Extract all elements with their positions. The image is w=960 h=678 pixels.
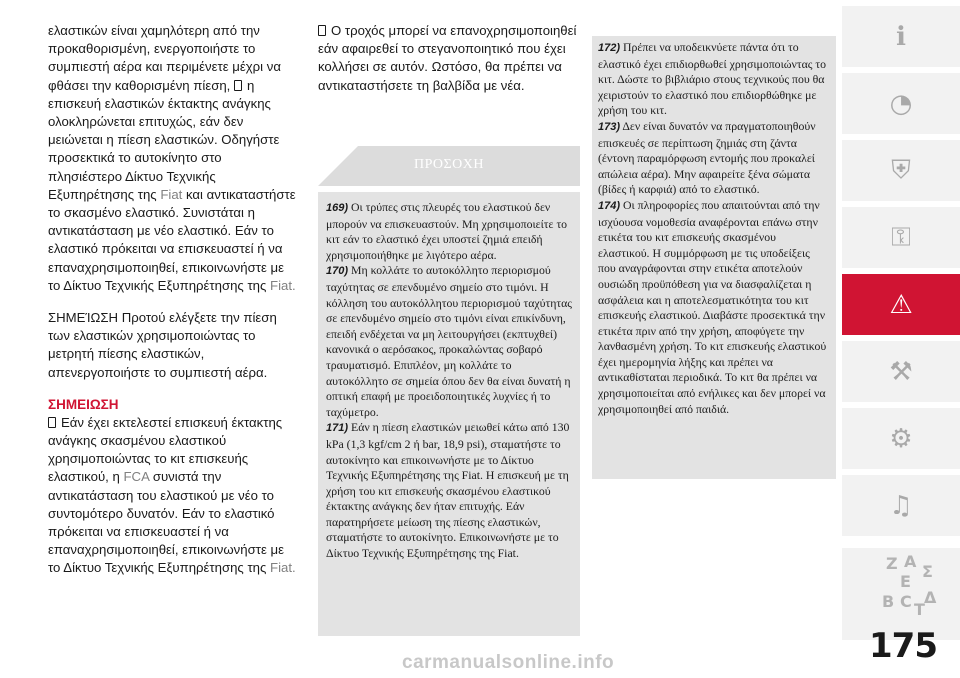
index-letter: B [882,592,895,611]
warning-notes-right [598,40,830,417]
tab-safety[interactable] [842,140,960,201]
index-letter: C [900,592,912,611]
tab-starting[interactable] [842,207,960,268]
index-letter: A [904,552,917,571]
index-letter: T [914,600,925,619]
tab-maintenance[interactable] [842,341,960,402]
tab-info[interactable] [842,6,960,67]
index-letter: Z [886,554,898,573]
warning-note: 169) Οι τρύπες στις πλευρές του ελαστικού δεν μπορούν να επισκευαστούν. Μη χρησιμοποιείτε το κιτ εάν το ελαστικό έχει υποστεί ζημιά επειδή χρησιμοποιήθηκε με λιγότερο αέρα. [326,200,568,262]
maintenance-icon: ⚒ [889,356,913,387]
technical-icon: ⚙ [889,423,913,454]
checkbox-bullet-icon [48,415,61,430]
safety-icon: ⛨ [891,155,911,185]
warning-banner [318,146,580,186]
note-heading: ΣΗΜΕΙΩΣΗ [48,396,119,412]
warning-note: 171) Εάν η πίεση ελαστικών μειωθεί κάτω από 130 kPa (1,3 kgf/cm 2 ή bar, 18,9 psi), σταματήστε το αυτοκίνητο και επικοινωνήστε με το Δίκτυο Τεχνικής Εξυπηρέτησης της Fiat. Η επισκευή με τη χρήση του κιτ επισκευής σκασμένου ελαστικού έκτακτης ανάγκης δεν ήταν επιτυχής. Εάν παρατηρήσετε μείωση της πίεσης ελαστικών, σταματήστε το αυτοκίνητο. Επικοινωνήστε με το Δίκτυο Τεχνικής Εξυπηρέτησης της Fiat. [326,420,570,561]
info-icon: ℹ [896,21,906,52]
checkbox-bullet-icon [234,78,247,93]
tab-technical[interactable] [842,408,960,469]
page-number: 175 [869,626,937,666]
checkbox-bullet-icon [318,23,331,38]
multimedia-icon: ♫ [889,490,913,521]
emergency-icon: ⚠ [889,289,913,320]
wheel-reuse-paragraph: Ο τροχός μπορεί να επανοχρησιμοποιηθεί εάν αφαιρεθεί το στεγανοποιητικό που έχει κολλήσει σε αυτόν. Ωστόσο, θα πρέπει να αντικαταστήσετε τη βαλβίδα με νέα. [318,23,577,93]
column-2 [318,22,580,95]
starting-icon: ⚿ [891,222,911,252]
paragraph-continuation: ελαστικών είναι χαμηλότερη από την προκαθορισμένη, ενεργοποιήστε το συμπιεστή αέρα και περιμένετε μέχρι να φθάσει την καθορισμένη πίεση, η επισκευή ελαστικών έκτακτης ανάγκης ολοκληρώνεται επιτυχώς, εάν δεν μειώνεται η πίεση ελαστικών. Οδηγήστε προσεκτικά το αυτοκίνητο στο πλησιέστερο Δίκτυο Τεχνικής Εξυπηρέτησης της Fiat και αντικαταστήστε το σκασμένο ελαστικό. Συνιστάται η αντικατάσταση με νέο ελαστικό. Εάν το ελαστικό πρόκειται να επισκευαστεί ή να επαναχρησιμοποιηθεί, επικοινωνήστε με το Δίκτυο Τεχνικής Εξυπηρέτησης της Fiat. [48,23,296,293]
index-letter: Δ [924,588,937,607]
column-1 [48,22,298,578]
warning-notes-left [326,200,574,562]
tab-dashboard[interactable] [842,73,960,134]
warning-title: ΠΡΟΣΟΧΗ [414,157,484,172]
watermark: carmanualsonline.info [402,652,615,673]
tab-emergency[interactable] [842,274,960,335]
warning-note: 174) Οι πληροφορίες που απαιτούνται από την ισχύουσα νομοθεσία αναφέρονται επάνω στην ετικέτα του κιτ επισκευής σκασμένου ελαστικού. Η συμμόρφωση με τις υποδείξεις που αναγράφονται στην ετικέτα αποτελούν ουσιώδη προϋπόθεση για να διασφαλίζεται η ασφάλεια και η αποτελεσματικότητα του κιτ επισκευής ελαστικού. Διαβάστε προσεκτικά την ετικέτα πριν από την χρήση, αποφύγετε την λανθασμένη χρήση. Το κιτ επισκευής ελαστικού έχει ημερομηνία λήξης και πρέπει να αντικαθίσταται περιοδικά. Το κιτ θα πρέπει να χρησιμοποιείται από ενήλικες και δεν μπορεί να χρησιμοποιηθεί από παιδιά. [598,197,827,416]
index-letter: E [900,572,911,591]
index-letter: Σ [922,562,933,581]
note-text: Εάν έχει εκτελεστεί επισκευή έκτακτης ανάγκης σκασμένου ελαστικού χρησιμοποιώντας το κιτ επισκευής ελαστικού, η FCA συνιστά την αντικατάσταση του ελαστικού με νέο το συντομότερο δυνατόν. Εάν το ελαστικό πρόκειται να επισκευαστεί ή να επαναχρησιμοποιηθεί, επικοινωνήστε με το Δίκτυο Τεχνικής Εξυπηρέτησης της Fiat. [48,414,296,576]
note-paragraph: ΣΗΜΕΊΩΣΗ Προτού ελέγξετε την πίεση των ελαστικών χρησιμοποιώντας το μετρητή πίεσης ελαστικών, απενεργοποιήστε το συμπιεστή αέρα. [48,310,277,380]
warning-note: 170) Μη κολλάτε το αυτοκόλλητο περιορισμού ταχύτητας σε επενδυμένο σημείο στο τιμόνι. Η κόλληση του αυτοκόλλητου περιορισμού ταχύτητας σε επενδυμένο σημείο στο τιμόνι είναι επικίνδυνη, επειδή ενδέχεται να μη λειτουργήσει (εκπτυχθεί) κανονικά ο αερόσακος, προκαλώντας σοβαρό τραυματισμό. Επιπλέον, μη κολλάτε το αυτοκόλλητο σε σημεία όπου δεν θα είναι δυνατή η οπτική επαφή με προειδοποιητικές λυχνίες ή το ταχύμετρο. [326,263,572,419]
warning-note: 172) Πρέπει να υποδεικνύετε πάντα ότι το ελαστικό έχει επιδιορθωθεί χρησιμοποιώντας το κιτ. Δώστε το βιβλιάριο στους τεχνικούς που θα χειριστούν το ελαστικό που επιδιορθώθηκε με χρήση του κιτ. [598,40,827,118]
warning-note: 173) Δεν είναι δυνατόν να πραγματοποιηθούν επισκευές σε περίπτωση ζημιάς στη ζάντα (έντονη παραμόρφωση εντομής που προκαλεί απώλεια αέρα). Μην αφαιρείτε ξένα σώματα (βίδες ή καρφιά) από το ελαστικό. [598,118,816,197]
tab-multimedia[interactable] [842,475,960,536]
dashboard-icon: ◔ [889,88,913,119]
